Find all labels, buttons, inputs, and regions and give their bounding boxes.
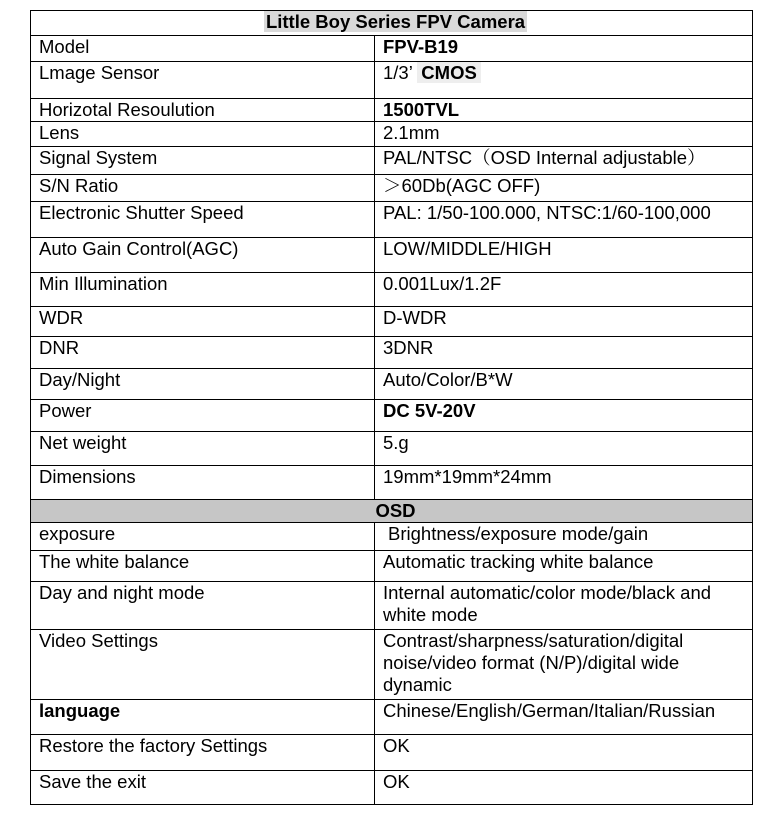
- row-value: PAL/NTSC（OSD Internal adjustable）: [375, 147, 753, 175]
- table-row: [31, 735, 753, 771]
- row-value: ＞60Db(AGC OFF): [375, 175, 753, 202]
- table-row: [31, 582, 753, 630]
- table-row: [31, 432, 753, 466]
- row-value-sensor: [375, 62, 753, 99]
- row-label: Dimensions: [31, 466, 375, 500]
- row-label: DNR: [31, 337, 375, 369]
- row-value: 2.1mm: [375, 122, 753, 147]
- row-label: Video Settings: [31, 630, 375, 700]
- row-value: Automatic tracking white balance: [375, 551, 753, 582]
- spec-table: [30, 10, 753, 805]
- osd-header: OSD: [31, 500, 753, 523]
- row-label: Signal System: [31, 147, 375, 175]
- table-title: Little Boy Series FPV Camera: [265, 11, 526, 32]
- table-row: [31, 551, 753, 582]
- table-row: [31, 273, 753, 307]
- row-value: 0.001Lux/1.2F: [375, 273, 753, 307]
- row-value: 1500TVL: [375, 99, 753, 122]
- row-value: OK: [375, 735, 753, 771]
- row-label: Min Illumination: [31, 273, 375, 307]
- table-row: [31, 99, 753, 122]
- row-label: Save the exit: [31, 771, 375, 805]
- table-row: [31, 62, 753, 99]
- sensor-type: CMOS: [417, 62, 481, 83]
- table-row: [31, 122, 753, 147]
- table-row: [31, 36, 753, 62]
- table-row: [31, 630, 753, 700]
- table-row: [31, 771, 753, 805]
- row-value: PAL: 1/50-100.000, NTSC:1/60-100,000: [375, 202, 753, 238]
- table-row: [31, 175, 753, 202]
- table-row: [31, 523, 753, 551]
- table-row: [31, 147, 753, 175]
- row-label: Model: [31, 36, 375, 62]
- row-label: Day and night mode: [31, 582, 375, 630]
- row-value: Chinese/English/German/Italian/Russian: [375, 700, 753, 735]
- row-value: 3DNR: [375, 337, 753, 369]
- row-value: LOW/MIDDLE/HIGH: [375, 238, 753, 273]
- row-value: Contrast/sharpness/saturation/digital noise/video format (N/P)/digital wide dynamic: [375, 630, 753, 700]
- row-label: Lens: [31, 122, 375, 147]
- table-row: [31, 307, 753, 337]
- row-label: Day/Night: [31, 369, 375, 400]
- row-label: Power: [31, 400, 375, 432]
- row-value: OK: [375, 771, 753, 805]
- row-value: 19mm*19mm*24mm: [375, 466, 753, 500]
- row-value: FPV-B19: [375, 36, 753, 62]
- row-label: Electronic Shutter Speed: [31, 202, 375, 238]
- table-row: [31, 369, 753, 400]
- row-label: Auto Gain Control(AGC): [31, 238, 375, 273]
- row-label: Horizotal Resoulution: [31, 99, 375, 122]
- row-value: D-WDR: [375, 307, 753, 337]
- osd-header-row: [31, 500, 753, 523]
- row-label: S/N Ratio: [31, 175, 375, 202]
- row-label: Lmage Sensor: [31, 62, 375, 99]
- table-row: [31, 466, 753, 500]
- table-row: [31, 400, 753, 432]
- row-label: exposure: [31, 523, 375, 551]
- row-value: Internal automatic/color mode/black and white mode: [375, 582, 753, 630]
- table-row: [31, 238, 753, 273]
- row-label: WDR: [31, 307, 375, 337]
- row-label: Restore the factory Settings: [31, 735, 375, 771]
- sensor-size: 1/3’: [383, 62, 413, 83]
- table-row: [31, 700, 753, 735]
- row-label: Net weight: [31, 432, 375, 466]
- row-label: language: [31, 700, 375, 735]
- row-value: 5.g: [375, 432, 753, 466]
- table-title-row: [31, 11, 753, 36]
- table-title-cell: [31, 11, 753, 36]
- row-value: Brightness/exposure mode/gain: [375, 523, 753, 551]
- row-label: The white balance: [31, 551, 375, 582]
- row-value: Auto/Color/B*W: [375, 369, 753, 400]
- table-row: [31, 202, 753, 238]
- table-row: [31, 337, 753, 369]
- row-value: DC 5V-20V: [375, 400, 753, 432]
